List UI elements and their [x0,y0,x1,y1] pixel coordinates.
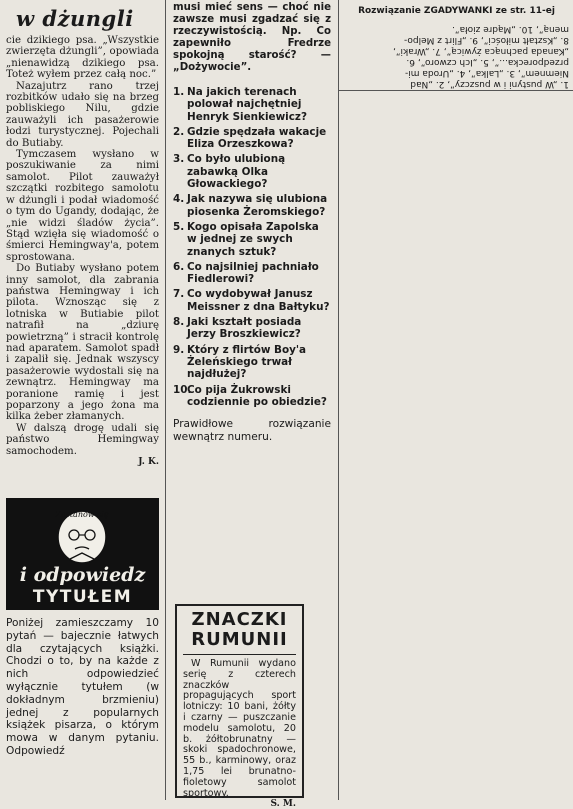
question-text: Co wydobywał Janusz Meissner z dna Bałtyku? [187,288,330,313]
quiz-example-text: musi mieć sens — choć nie zawsze musi zgadzać się z rzeczywistością. Np. Co zapewniło Fredrze spokojną starość? — „Dożywocie”. [173,2,331,73]
banner-art-label: Zastanów się [55,510,109,519]
quiz-banner [6,498,159,610]
question-number: 7. [173,288,185,301]
question-text: Co pija Żukrowski codziennie po obiedzie? [187,383,327,408]
article-paragraph: W dalszą drogę udali się państwo Hemingway samochodem. [6,422,159,457]
answer-note: Prawidłowe rozwiązanie wewnątrz numeru. [173,418,331,443]
question-number: 6. [173,260,185,273]
banner-line-2: TYTUŁEM [32,587,133,607]
question-text: Co było ulubioną zabawką Olka Głowackiego? [187,153,286,191]
question-number: 1. [173,86,185,98]
quiz-question [173,126,331,151]
znaczki-text: W Rumunii wydano serię z czterech znaczków propagujących sport lotniczy: 10 bani, żółty i czarny — puszczanie modelu samolotu, 20 b. żółtobrunatny — skoki spadochronowe, 55 b., karminowy, oraz 1,75 lei brunatno-fioletowy samolot sportowy. [183,658,296,799]
question-text: Który z flirtów Boy'a Żeleńskiego trwał najdłużej? [187,343,307,381]
question-text: Co najsilniej pachniało Fiedlerowi? [187,260,319,286]
solution-line: „Kanada pachnąca żywicą”, 7. „Wraki”, [392,46,569,56]
question-number: 5. [173,220,185,233]
article-paragraph: Nazajutrz rano trzej rozbitków udało się na brzeg pobliskiego Nilu, gdzie zauważyli ich pasażerowie łodzi turystycznej. Pojechali do Butiaby. [6,80,159,149]
question-number: 4. [173,193,185,206]
question-text: Jak nazywa się ulubiona piosenka Żeromskiego? [187,193,328,218]
znaczki-title-line-1: ZNACZKI [191,609,288,630]
quiz-question [173,316,331,341]
znaczki-box [175,604,304,809]
quiz-question [173,221,331,258]
quiz-questions [173,86,331,408]
article-body [6,35,159,468]
banner-line-1: i odpowiedz [19,564,146,586]
solution-line: przedporecka...”, 5. „Ich czworo”, 6. [406,57,569,67]
quiz-question [173,86,331,123]
question-text: Jaki kształt posiada Jerzy Broszkiewicz? [187,316,302,341]
quiz-intro [6,617,159,758]
quiz-example [173,2,331,74]
solution-line: 1. „W pustyni i w puszczy”, 2. „Nad [410,79,569,89]
column-rule-middle [338,0,339,800]
quiz-question [173,261,331,286]
quiz-question [173,153,331,190]
znaczki-signature: S. M. [270,799,296,809]
quiz-question [173,384,331,409]
question-text: Gdzie spędzała wakacje Eliza Orzeszkowa? [187,125,327,151]
question-number: 3. [173,153,185,166]
solution-upside-down [344,23,569,89]
article-signature: J. K. [138,457,159,468]
question-text: Na jakich terenach polował najchętniej Henryk Sienkiewicz? [187,86,307,123]
article-paragraph: Do Butiaby wysłano potem inny samolot, dla zabrania państwa Hemingway i ich pilota. Wznosząc się z lotniska w Butiabie pilot natrafił na „dziurę powietrzną” i stracił kontrolę nad aparatem. Samolot spadł i zapalił się. Jednak wszyscy pasażerowie wydostali się na zewnątrz. Hemingway ma poranione ramię i jest poparzony a jego żona ma kilka żeber złamanych. [6,263,159,423]
question-number: 10. [173,383,192,396]
solution-line: Niemnem”, 3. „Lalka”, 4. „Uroda mi- [404,68,569,78]
solution-header: Rozwiązanie ZGADYWANKI ze str. 11-ej [358,6,555,16]
quiz-question [173,344,331,381]
column-rule-left [165,0,166,800]
quiz-question [173,193,331,218]
question-number: 8. [173,316,185,329]
znaczki-title-line-2: RUMUNII [191,629,288,650]
question-text: Kogo opisała Zapolska w jednej ze swych znanych sztuk? [187,220,319,258]
quiz-intro-text: Poniżej zamieszczamy 10 pytań — bajecznie łatwych dla czytających książki. Chodzi o to, by na każde z nich odpowiedzieć wyłącznie tytułem (w dokładnym brzmieniu) jednej z popularnych książek pisarza, o którym mowa w danym pytaniu. Odpowiedź [6,617,159,757]
section-title: w dżungli [16,6,134,31]
article-paragraph: cie dzikiego psa. „Wszystkie zwierzęta dżungli”, opowiada „nienawidzą dzikiego psa. Toteż wyłem przez całą noc.” [6,35,159,81]
solution-line: meną”, 10. „Mądre zioła”. [452,24,569,34]
question-number: 9. [173,343,185,356]
solution-line: 8. „Kształt miłości”, 9. „Flirt z Melpo- [403,35,569,45]
article-paragraph: Tymczasem wysłano w poszukiwanie za nimi samolot. Pilot zauważył szczątki rozbitego samolotu w dżungli i podał wiadomość o tym do Ugandy, dodając, że „nie widzi śladów życia”. Stąd wzięła się wiadomość o śmierci Hemingway'a, potem sprostowana. [6,149,159,263]
znaczki-rule [183,654,296,655]
quiz-question [173,288,331,313]
question-number: 2. [173,125,185,138]
left-column [6,0,159,800]
thinking-man-illustration [42,501,122,567]
